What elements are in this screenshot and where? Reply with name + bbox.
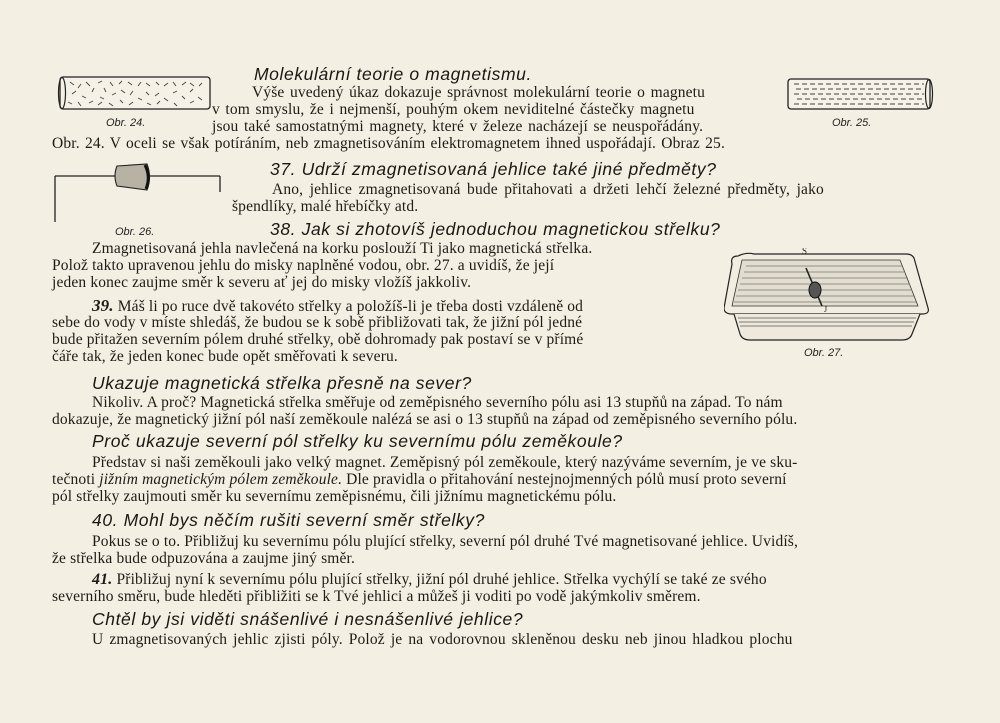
figure-25-caption: Obr. 25. [832, 117, 872, 129]
question-number: 41. [92, 571, 113, 588]
paragraph-text: Dle pravidla o přitahování nestejnojmenných pólů musí proto severní [342, 471, 787, 488]
paragraph-line: dokazuje, že magnetický jižní pól naší zeměkoule nalézá se asi o 13 stupňů na západ od zeměpisného severního pólu. [52, 411, 798, 428]
figure-25-aligned-molecules-bar [786, 76, 936, 114]
emphasis-text: jižním magnetickým pólem zeměkoule. [99, 471, 343, 488]
paragraph-line: Ano, jehlice zmagnetisovaná bude přitahovati a držeti lehčí železné předměty, jako [272, 181, 824, 198]
paragraph-line: Zmagnetisovaná jehla navlečená na korku poslouží Ti jako magnetická střelka. [92, 240, 593, 257]
heading-points-north: Ukazuje magnetická střelka přesně na sever? [92, 373, 472, 393]
paragraph-line: Obr. 24. V oceli se však potíráním, neb zmagnetisováním elektromagnetem ihned uspořádají. Obraz 25. [52, 135, 725, 152]
question-text: Jak si zhotovíš jednoduchou magnetickou střelku? [301, 219, 721, 239]
paragraph-text: tečnoti [52, 471, 100, 488]
figure-24-random-molecules-bar [56, 74, 216, 112]
paragraph-line: Výše uvedený úkaz dokazuje správnost molekulární teorie o magnetu [252, 84, 706, 101]
paragraph-line: Polož takto upravenou jehlu do misky naplněné vodou, obr. 27. a uvidíš, že její [52, 257, 555, 274]
question-number: 40. [92, 510, 119, 530]
paragraph-line: pól střelky zaujmouti směr ku severnímu zeměpisnému, čili jižnímu magnetickému pólu. [52, 488, 617, 505]
question-38-heading [270, 219, 721, 239]
question-40-heading [92, 510, 485, 530]
figure-24-caption: Obr. 24. [106, 117, 146, 129]
paragraph-line: Nikoliv. A proč? Magnetická střelka směřuje od zeměpisného severního pólu asi 13 stupňů na západ. To nám [92, 394, 783, 411]
figure-27-caption: Obr. 27. [804, 347, 844, 359]
north-label: S [802, 248, 808, 256]
paragraph-line: jeden konec zaujme směr k severu ať jej do misky vložíš jakkoliv. [52, 274, 472, 291]
paragraph-line: bude přitažen severním pólem druhé střelky, obě dohromady pak postaví se v přímé [52, 331, 584, 348]
paragraph-line: že střelka bude odpuzována a zaujme jiný směr. [52, 550, 356, 567]
heading-tolerant-needles: Chtěl by jsi viděti snášenlivé i nesnášenlivé jehlice? [92, 609, 524, 629]
paragraph-line: U zmagnetisovaných jehlic zjisti póly. Polož je na vodorovnou skleněnou desku neb jinou hladkou plochu [92, 631, 793, 648]
figure-27-water-dish-compass [724, 248, 934, 343]
question-number: 39. [92, 296, 114, 315]
question-number: 37. [270, 159, 297, 179]
paragraph-line: v tom smyslu, že i nejmenší, pouhým okem neviditelné částečky magnetu [212, 101, 695, 118]
paragraph-line: severního směru, bude hleděti přibližiti se k Tvé jehlici a můžeš ji voditi po vodě jakýmkoliv směrem. [52, 588, 701, 605]
paragraph-line: Představ si naši zeměkouli jako velký magnet. Zeměpisný pól zeměkoule, který nazýváme severním, je ve sku- [92, 454, 798, 471]
heading-why-north-pole: Proč ukazuje severní pól střelky ku severnímu pólu zeměkoule? [92, 431, 623, 451]
paragraph-line: Pokus se o to. Přibližuj ku severnímu pólu plující střelky, severní pól druhé Tvé magnetisované jehlice. Uvidíš, [92, 533, 799, 550]
question-text: Mohl bys něčím rušiti severní směr střelky? [123, 510, 485, 530]
paragraph-line-with-emphasis [52, 471, 787, 489]
paragraph-text: Přibližuj nyní k severnímu pólu plující střelky, jižní pól druhé jehlice. Střelka vychýlí se také ze svého [116, 571, 767, 588]
heading-molecular-theory: Molekulární teorie o magnetismu. [254, 64, 532, 84]
paragraph-line: špendlíky, malé hřebíčky atd. [232, 198, 419, 215]
question-41-line [92, 571, 767, 589]
paragraph-line: jsou také samostatnými magnety, které v železe nacházejí se neuspořádány. [212, 118, 704, 135]
south-label: J [824, 305, 828, 314]
figure-26-needle-cork [50, 162, 225, 224]
paragraph-text: Máš li po ruce dvě takovéto střelky a položíš-li je třeba dosti vzdáleně od [117, 298, 584, 315]
question-number: 38. [270, 219, 297, 239]
paragraph-line: čáře tak, že jeden konec bude opět směřovati k severu. [52, 348, 398, 365]
question-text: Udrží zmagnetisovaná jehlice také jiné předměty? [301, 159, 717, 179]
figure-26-caption: Obr. 26. [115, 226, 155, 238]
question-37-heading [270, 159, 717, 179]
paragraph-line: sebe do vody v míste shledáš, že budou se k sobě přibližovati tak, že jižní pól jedné [52, 314, 583, 331]
